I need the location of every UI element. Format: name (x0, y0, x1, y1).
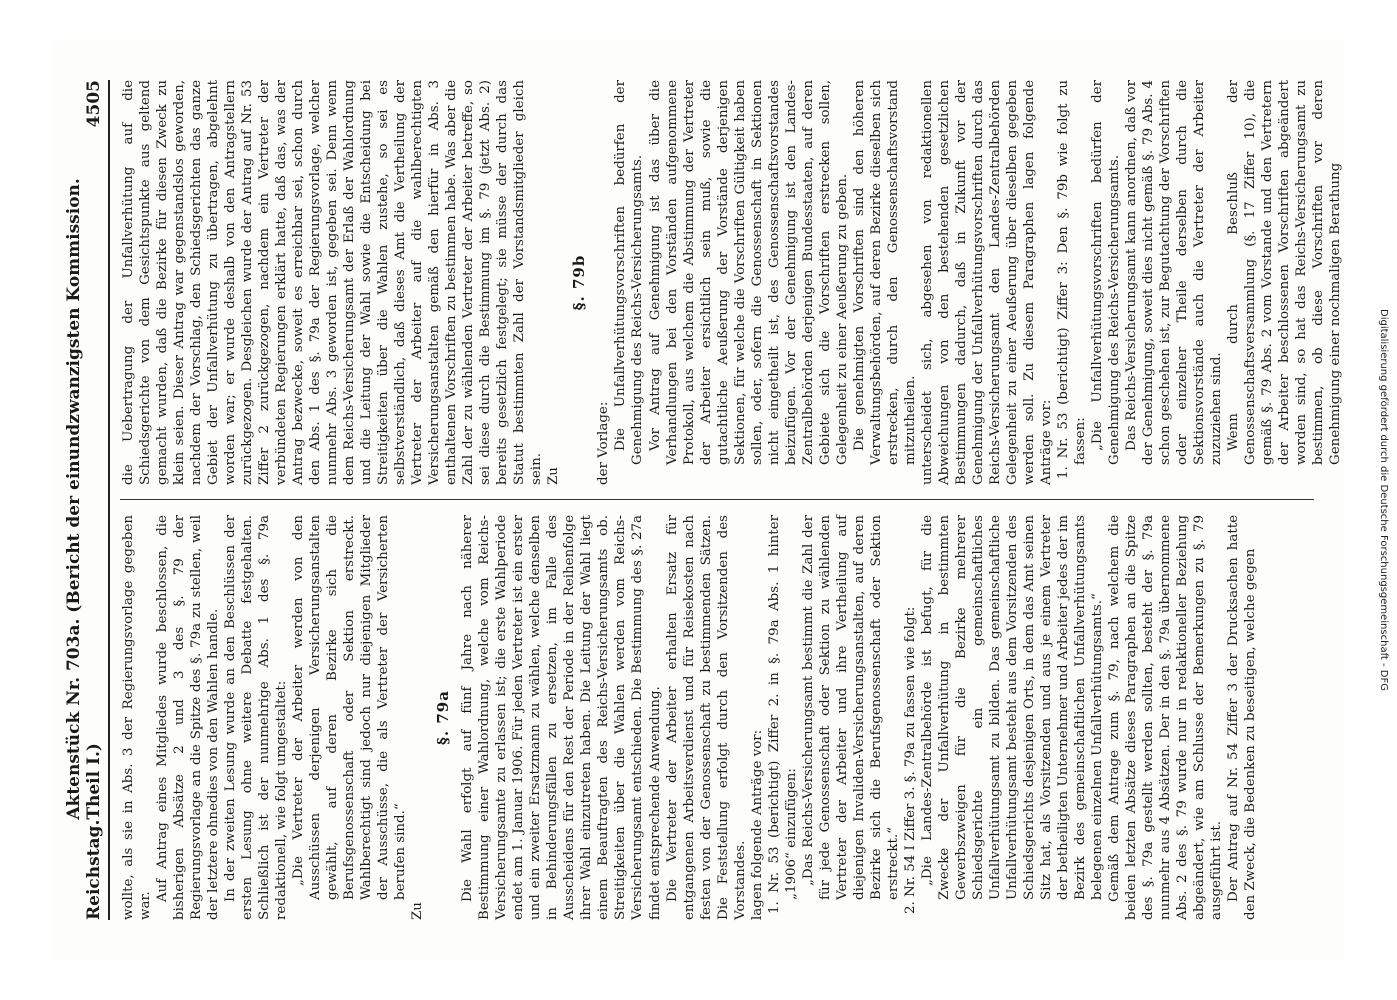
paragraph: Vor Antrag auf Genehmigung ist das über die Verhandlungen bei den Vorständen aufgenommene Protokoll, aus welchem die Abstimmung der Vertreter der Arbeiter ersichtlich sein muß, sowie die gutachtliche Aeußerung der Vorstände derjenigen Sektionen, für welche die Vorschriften Gültigkeit haben sollen, oder, sofern die Genossenschaft in Sektionen nicht eingetheilt ist, des Genossenschaftsvorstandes beizufügen. Vor der Genehmigung ist den Landes-Zentralbehörden derjenigen Bundesstaaten, auf deren Gebiete sich die Vorschriften erstrecken sollen, Gelegenheit zu einer Aeußerung zu geben. (647, 80, 850, 465)
right-column (120, 80, 1343, 485)
page-number: 4505 (83, 80, 104, 128)
paragraph: lagen folgende Anträge vor: (749, 729, 765, 920)
left-column (120, 515, 1314, 920)
paragraph: 1. Nr. 53 (berichtigt) Ziffer 2. in §. 79a Abs. 1 hinter „1906“ einzufügen: (766, 515, 799, 914)
paragraph: Zu (545, 467, 561, 485)
paragraph: Die genehmigten Vorschriften sind den höheren Verwaltungsbehörden, auf deren Bezirke dieselben sich erstrecken, durch den Genossenschaftsvorstand mitzutheilen. (851, 80, 918, 465)
header-left: Reichstag. (83, 819, 104, 920)
paragraph: Die Unfallverhütungsvorschriften bedürfen der Genehmigung des Reichs-Versicherungsamts. (612, 80, 645, 465)
paragraph: Auf Antrag eines Mitgliedes wurde beschlossen, die bisherigen Absätze 2 und 3 des §. 79 der Regierungsvorlage an die Spitze des §. 79a zu stellen, weil der letztere ohnedies von den Wahlen handle. (154, 515, 221, 920)
paragraph: Gemäß dem Antrage zum §. 79, nach welchem die beiden letzten Absätze dieses Paragraphen an die Spitze des §. 79a gestellt werden sollten, besteht der §. 79a nunmehr aus 4 Absätzen. Der in den §. 79a übernommene Abs. 2 des §. 79 wurde nur in redaktioneller Beziehung abgeändert, wie am Schlusse der Bemerkungen zu §. 79 ausgeführt ist. (1106, 515, 1224, 920)
page-header (63, 80, 110, 920)
document-page (54, 40, 1344, 960)
paragraph: wollte, als sie in Abs. 3 der Regierungsvorlage gegeben war. (120, 515, 153, 920)
paragraph: unterscheidet sich, abgesehen von redaktionellen Abweichungen von den bestehenden gesetzlichen Bestimmungen dadurch, daß in Zukunft vor der Genehmigung der Unfallverhütungsvorschriften durch das Reichs-Versicherungsamt den Landes-Zentralbehörden Gelegenheit zu einer Aeußerung über dieselben gegeben werden soll. Zu diesem Paragraphen lagen folgende Anträge vor: (919, 80, 1054, 485)
paragraph: Die Wahl erfolgt auf fünf Jahre nach näherer Bestimmung einer Wahlordnung, welche vom Reichs-Versicherungsamte zu erlassen ist; die erste Wahlperiode endet am 1. Januar 1906. Für jeden Vertreter ist ein erster und ein zweiter Ersatzmann zu wählen, welche denselben in Behinderungsfällen zu ersetzen, im Falle des Ausscheidens für den Rest der Periode in der Reihenfolge ihrer Wahl einzutreten haben. Die Leitung der Wahl liegt einem Beauftragten des Reichs-Versicherungsamts ob. Streitigkeiten über die Wahlen werden vom Reichs-Versicherungsamt entschieden. Die Bestimmung des §. 27a findet entsprechende Anwendung. (459, 515, 662, 920)
header-title: Aktenstück Nr. 703a. (Bericht der einundzwanzigsten Kommission. Theil I.) (63, 178, 104, 820)
paragraph: In der zweiten Lesung wurde an den Beschlüssen der ersten Lesung ohne weitere Debatte festgehalten. Schließlich ist der nunmehrige Abs. 1 des §. 79a redaktionell, wie folgt umgestaltet: (222, 515, 289, 920)
paragraph: „Die Landes-Zentralbehörde ist befugt, für die Zwecke der Unfallverhütung in bestimmten Gewerbszweigen für die Bezirke mehrerer Schiedsgerichte ein gemeinschaftliches Unfallverhütungsamt zu bilden. Das gemeinschaftliche Unfallverhütungsamt besteht aus dem Vorsitzenden des Schiedsgerichts desjenigen Orts, in dem das Amt seinen Sitz hat, als Vorsitzenden und aus je einem Vertreter der betheiligten Unternehmer und Arbeiter jedes der im Bezirk des gemeinschaftlichen Unfallverhütungsamts belegenen einzelnen Unfallverhütungsamts.“ (919, 515, 1105, 900)
dfg-note: Digitalisierung gefördert durch die Deutsche Forschungsgemeinschaft - DFG (1378, 308, 1389, 692)
paragraph: Wenn durch Beschluß der Genossenschaftsversammlung (§. 17 Ziffer 10), die gemäß §. 79 Abs. 2 vom Vorstande und den Vertretern der Arbeiter beschlossenen Vorschriften abgeändert worden sind, so hat das Reichs-Versicherungsamt zu bestimmen, ob diese Vorschriften vor deren Genehmigung einer nochmaligen Berathung (1225, 80, 1343, 465)
section-heading: §. 79a (433, 690, 452, 745)
paragraph: „Das Reichs-Versicherungsamt bestimmt die Zahl der für jede Genossenschaft oder Sektion zu wählenden Vertreter der Arbeiter und ihre Vertheilung auf diejenigen Invaliden-Versicherungsanstalten, auf deren Bezirke sich die Berufsgenossenschaft oder Sektion erstreckt.“ (800, 515, 901, 900)
paragraph: 1. Nr. 53 (berichtigt) Ziffer 3: Den §. 79b wie folgt zu fassen: (1055, 80, 1088, 479)
paragraph: „Die Vertreter der Arbeiter werden von den Ausschüssen derjenigen Versicherungsanstalten gewählt, auf deren Bezirke sich die Berufsgenossenschaft oder Sektion erstreckt. Wahlberechtigt sind jedoch nur diejenigen Mitglieder der Ausschüsse, die als Vertreter der Versicherten berufen sind.“ (290, 515, 408, 900)
paragraph: Der Antrag auf Nr. 54 Ziffer 3 der Drucksachen hatte den Zweck, die Bedenken zu beseitigen, welche gegen (1225, 515, 1258, 920)
paragraph: der Vorlage: (595, 401, 611, 485)
paragraph: Die Vertreter der Arbeiter erhalten Ersatz für entgangenen Arbeitsverdienst und für Reisekosten nach festen von der Genossenschaft zu bestimmenden Sätzen. Die Feststellung erfolgt durch den Vorsitzenden des Vorstandes. (664, 515, 748, 920)
paragraph: 2. Nr. 54 I Ziffer 3. §. 79a zu fassen wie folgt: (902, 606, 918, 914)
paragraph: „Die Unfallverhütungsvorschriften bedürfen der Genehmigung des Reichs-Versicherungsamts. (1089, 80, 1122, 465)
paragraph: die Uebertragung der Unfallverhütung auf die Schiedsgerichte von dem Gesichtspunkte aus geltend gemacht wurden, daß die Bezirke für diesen Zweck zu klein seien. Dieser Antrag war gegenstandslos geworden, nachdem der Vorschlag, den Schiedsgerichten das ganze Gebiet der Unfallverhütung zu übertragen, abgelehnt worden war; er wurde deshalb von den Antragstellern zurückgezogen. Desgleichen wurde der Antrag auf Nr. 53 Ziffer 2 zurückgezogen, nachdem ein Vertreter der verbündeten Regierungen erklärt hatte, daß das, was der Antrag bezwecke, soweit es erreichbar sei, schon durch den Abs. 1 des §. 79a der Regierungsvorlage, welcher nunmehr Abs. 3 geworden ist, gegeben sei. Denn wenn dem Reichs-Versicherungsamt der Erlaß der Wahlordnung und die Leitung der Wahl sowie die Entscheidung bei Streitigkeiten über die Wahlen zustehe, so sei es selbstverständlich, daß dieses Amt die Vertheilung der Vertreter der Arbeiter auf die wahlberechtigten Versicherungsanstalten gemäß den hierfür in Abs. 3 enthaltenen Vorschriften zu bestimmen habe. Was aber die Zahl der zu wählenden Vertreter der Arbeiter betreffe, so sei diese durch die Bestimmung im §. 79 (jetzt Abs. 2) bereits gesetzlich festgelegt; sie müsse der durch das Statut bestimmten Zahl der Vorstandsmitglieder gleich sein. (120, 80, 544, 485)
paragraph: Zu (409, 902, 425, 920)
column-divider (120, 499, 1314, 500)
section-heading: §. 79b (569, 254, 588, 311)
paragraph: Das Reichs-Versicherungsamt kann anordnen, daß vor der Genehmigung, soweit dies nicht gemäß §. 79 Abs. 4 schon geschehen ist, zur Begutachtung der Vorschriften oder einzelner Theile derselben durch die Sektionsvorstände auch die Vertreter der Arbeiter zuzuziehen sind. (1123, 80, 1224, 465)
